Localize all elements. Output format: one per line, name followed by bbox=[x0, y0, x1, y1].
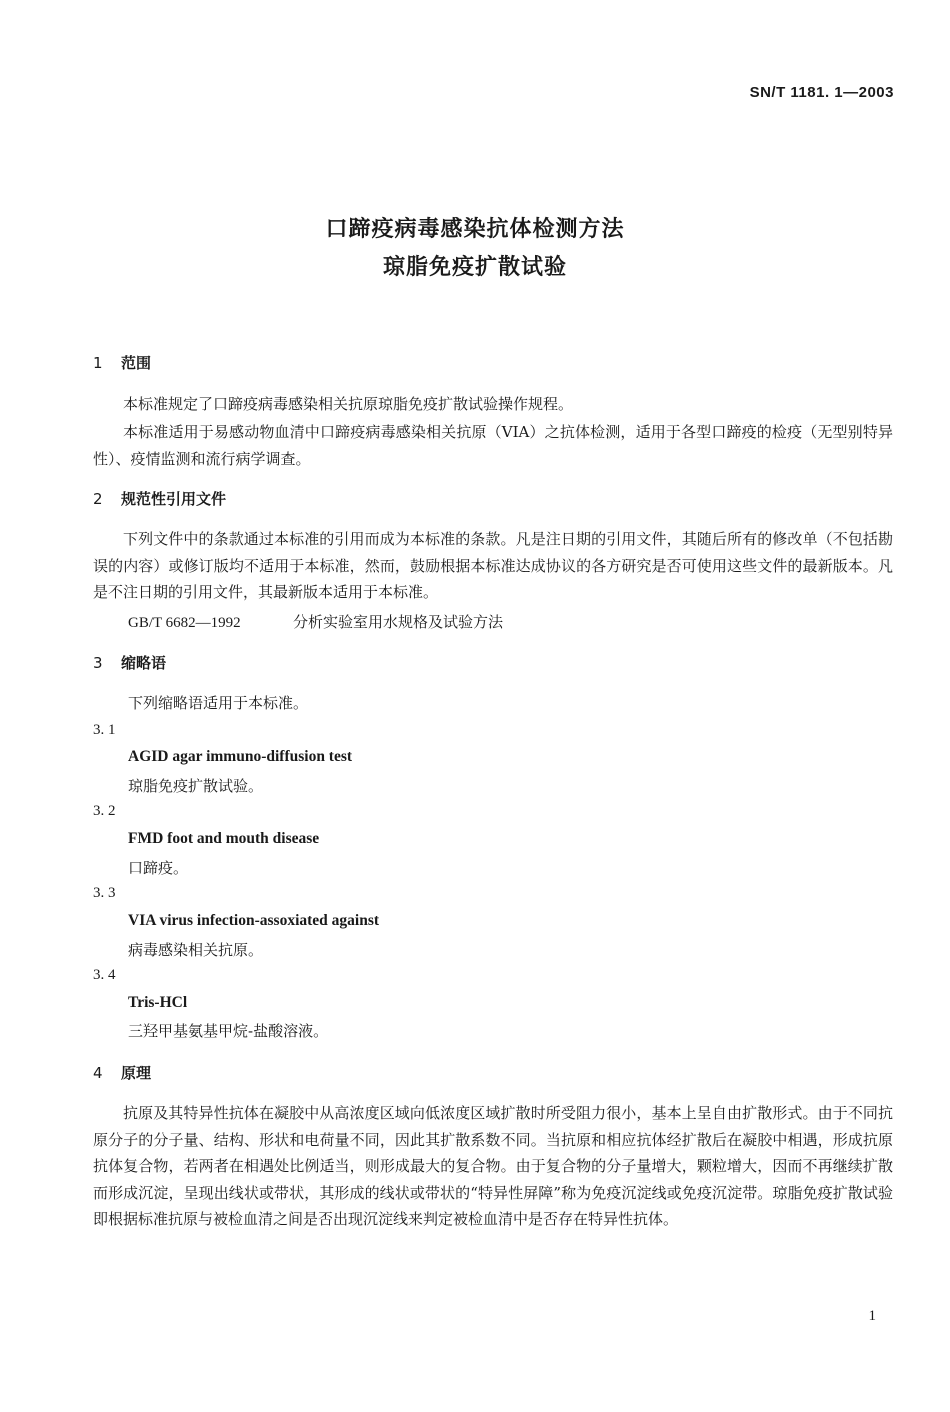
section-2-heading bbox=[93, 488, 226, 509]
section-title: 缩略语 bbox=[121, 654, 167, 672]
page-number: 1 bbox=[868, 1308, 876, 1324]
section-title: 范围 bbox=[121, 354, 152, 372]
section-1-heading bbox=[93, 352, 151, 373]
section-number: 3 bbox=[93, 654, 103, 672]
abbreviation-definition: 病毒感染相关抗原。 bbox=[128, 941, 264, 959]
section-4-paragraph: 抗原及其特异性抗体在凝胶中从高浓度区域向低浓度区域扩散时所受阻力很小，基本上呈自由扩散形式。由于不同抗原分子的分子量、结构、形状和电荷量不同，因此其扩散系数不同。当抗原和相应抗体经扩散后在凝胶中相遇，形成抗原抗体复合物，若两者在相遇处比例适当，则形成最大的复合物。由于复合物的分子量增大，颗粒增大，因而不再继续扩散而形成沉淀，呈现出线状或带状，其形成的线状或带状的“特异性屏障”称为免疫沉淀线或免疫沉淀带。琼脂免疫扩散试验即根据标准抗原与被检血清之间是否出现沉淀线来判定被检血清中是否存在特异性抗体。 bbox=[93, 1104, 893, 1228]
abbreviation-term: AGID agar immuno-diffusion test bbox=[128, 748, 353, 765]
abbreviation-number: 3. 2 bbox=[93, 803, 116, 819]
section-3-heading bbox=[93, 652, 166, 673]
abbreviation-definition: 三羟甲基氨基甲烷-盐酸溶液。 bbox=[128, 1022, 329, 1040]
abbreviation-number: 3. 3 bbox=[93, 885, 116, 901]
section-number: 4 bbox=[93, 1064, 103, 1082]
abbreviation-number: 3. 1 bbox=[93, 722, 116, 738]
abbreviation-definition: 琼脂免疫扩散试验。 bbox=[128, 777, 264, 795]
section-1-paragraph-2: 本标准适用于易感动物血清中口蹄疫病毒感染相关抗原（VIA）之抗体检测，适用于各型口蹄疫的检疫（无型别特异性）、疫情监测和流行病学调查。 bbox=[93, 423, 893, 468]
section-4-heading bbox=[93, 1062, 151, 1083]
section-2-paragraph: 下列文件中的条款通过本标准的引用而成为本标准的条款。凡是注日期的引用文件，其随后所有的修改单（不包括勘误的内容）或修订版均不适用于本标准，然而，鼓励根据本标准达成协议的各方研究是否可使用这些文件的最新版本。凡是不注日期的引用文件，其最新版本适用于本标准。 bbox=[93, 530, 893, 601]
reference-code: GB/T 6682—1992 bbox=[128, 615, 241, 631]
normative-reference bbox=[128, 611, 503, 632]
section-title: 规范性引用文件 bbox=[121, 490, 227, 508]
section-title: 原理 bbox=[121, 1064, 152, 1082]
section-3-intro: 下列缩略语适用于本标准。 bbox=[128, 694, 309, 712]
abbreviation-term: VIA virus infection-assoxiated against bbox=[128, 912, 380, 929]
document-subtitle: 琼脂免疫扩散试验 bbox=[382, 255, 567, 280]
abbreviation-term: FMD foot and mouth disease bbox=[128, 830, 320, 847]
section-number: 2 bbox=[93, 490, 103, 508]
abbreviation-number: 3. 4 bbox=[93, 967, 116, 983]
section-number: 1 bbox=[93, 354, 103, 372]
document-code: SN/T 1181. 1—2003 bbox=[749, 84, 894, 101]
abbreviation-definition: 口蹄疫。 bbox=[128, 859, 189, 877]
abbreviation-term: Tris-HCl bbox=[128, 994, 188, 1011]
reference-title: 分析实验室用水规格及试验方法 bbox=[293, 613, 504, 631]
document-title: 口蹄疫病毒感染抗体检测方法 bbox=[325, 217, 625, 242]
section-1-paragraph-1: 本标准规定了口蹄疫病毒感染相关抗原琼脂免疫扩散试验操作规程。 bbox=[123, 395, 574, 413]
